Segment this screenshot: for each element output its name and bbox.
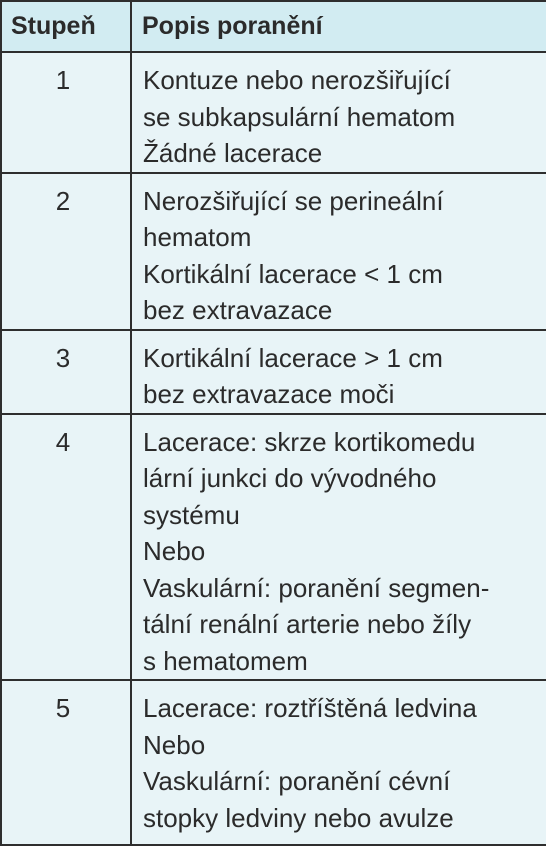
table-row <box>1 680 546 845</box>
table-row <box>1 173 546 330</box>
description-line: tální renální arterie nebo žíly <box>143 609 472 639</box>
description-line: systému <box>143 499 240 530</box>
description-cell <box>131 414 546 681</box>
grade-cell: 2 <box>1 173 131 330</box>
description-line: s hematomem <box>143 645 308 676</box>
description-line: Vaskulární: poranění cévní <box>143 766 451 796</box>
description-line: hematom <box>143 222 252 252</box>
description-line: bez extravazace moči <box>143 379 395 409</box>
description-line: Kortikální lacerace > 1 cm <box>143 342 443 373</box>
description-cell <box>131 330 546 414</box>
description-cell <box>131 680 546 845</box>
grade-cell: 4 <box>1 414 131 681</box>
description-line: Nebo <box>143 536 206 566</box>
table-row <box>1 52 546 173</box>
table-row <box>1 330 546 414</box>
description-line: Lacerace: skrze kortikomedu <box>143 426 476 457</box>
description-line: Kontuze nebo nerozšiřující <box>143 65 451 95</box>
header-row <box>1 1 546 52</box>
table-header <box>1 1 546 52</box>
grade-cell: 5 <box>1 680 131 845</box>
description-line: bez extravazace <box>143 295 333 325</box>
table-body <box>1 52 546 845</box>
description-cell <box>131 52 546 173</box>
description-line: lární junkci do vývodného <box>143 463 437 493</box>
grade-cell: 3 <box>1 330 131 414</box>
header-grade: Stupeň <box>1 1 131 52</box>
description-line: Žádné lacerace <box>143 138 323 168</box>
description-line: Lacerace: roztříštěná ledvina <box>143 693 477 723</box>
description-cell <box>131 173 546 330</box>
description-line: Nerozšiřující se perineální <box>143 185 444 216</box>
grade-cell: 1 <box>1 52 131 173</box>
description-line: se subkapsulární hematom <box>143 101 456 132</box>
table-row <box>1 414 546 681</box>
header-description: Popis poranění <box>131 1 546 52</box>
description-line: stopky ledviny nebo avulze <box>143 802 454 833</box>
description-line: Kortikální lacerace < 1 cm <box>143 258 443 289</box>
description-line: Vaskulární: poranění segmen- <box>143 572 490 603</box>
description-line: Nebo <box>143 729 206 760</box>
